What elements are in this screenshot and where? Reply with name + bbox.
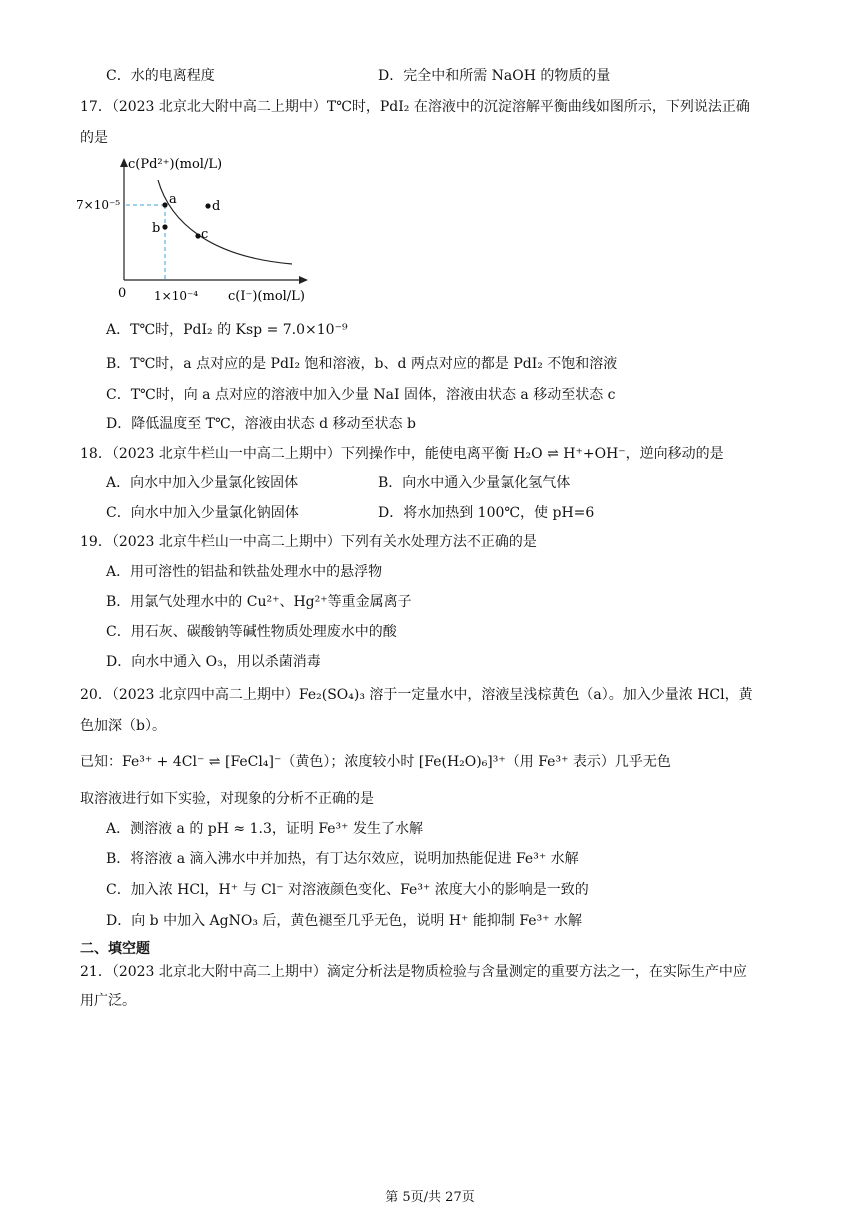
- label-a: a: [169, 192, 177, 207]
- q16-option-c: C．水的电离程度: [106, 68, 215, 84]
- q19-option-d: D．向水中通入 O₃，用以杀菌消毒: [106, 654, 321, 670]
- point-a: [162, 202, 167, 207]
- page-footer: 第 5页/共 27页: [385, 1190, 475, 1205]
- q17-option-c: C．T℃时，向 a 点对应的溶液中加入少量 NaI 固体，溶液由状态 a 移动至状态 c: [106, 387, 616, 403]
- q20-option-c: C．加入浓 HCl，H⁺ 与 Cl⁻ 对溶液颜色变化、Fe³⁺ 浓度大小的影响是一致的: [106, 882, 589, 898]
- q20-stem-line1: 20．（2023 北京四中高二上期中）Fe₂(SO₄)₃ 溶于一定量水中，溶液呈浅棕黄色（a）。加入少量浓 HCl，黄: [80, 687, 753, 703]
- q18-option-c: C．向水中加入少量氯化钠固体: [106, 505, 299, 521]
- q18-option-a: A．向水中加入少量氯化铵固体: [106, 475, 299, 491]
- y-axis-label: c(Pd²⁺)(mol/L): [128, 157, 223, 172]
- q21-stem-line2: 用广泛。: [80, 993, 136, 1009]
- q20-known: 已知：Fe³⁺ + 4Cl⁻ ⇌ [FeCl₄]⁻（黄色）；浓度较小时 [Fe(H₂O)₆]³⁺（用 Fe³⁺ 表示）几乎无色: [80, 754, 671, 770]
- q20-option-d: D．向 b 中加入 AgNO₃ 后，黄色褪至几乎无色，说明 H⁺ 能抑制 Fe³⁺ 水解: [106, 913, 583, 929]
- origin-label: 0: [118, 286, 127, 301]
- point-c: [195, 233, 200, 238]
- label-b: b: [152, 221, 161, 236]
- section-title-fill-in: 二、填空题: [80, 941, 150, 957]
- q17-option-a: A．T℃时，PdI₂ 的 Ksp = 7.0×10⁻⁹: [106, 322, 348, 338]
- y-axis-arrow: [120, 158, 128, 167]
- x-axis-arrow: [299, 276, 308, 284]
- equilibrium-curve: [158, 180, 292, 264]
- label-d: d: [212, 199, 221, 214]
- q17-stem-line1: 17．（2023 北京北大附中高二上期中）T℃时，PdI₂ 在溶液中的沉淀溶解平衡曲线如图所示，下列说法正确: [80, 99, 750, 115]
- q19-option-b: B．用氯气处理水中的 Cu²⁺、Hg²⁺等重金属离子: [106, 594, 412, 610]
- q17-stem-line2: 的是: [80, 130, 108, 146]
- q18-option-b: B．向水中通入少量氯化氢气体: [378, 475, 571, 491]
- q18-option-d: D．将水加热到 100℃，使 pH=6: [378, 505, 595, 521]
- point-d: [205, 203, 210, 208]
- q17-option-b: B．T℃时，a 点对应的是 PdI₂ 饱和溶液，b、d 两点对应的都是 PdI₂ 不饱和溶液: [106, 356, 618, 372]
- q19-option-a: A．用可溶性的铝盐和铁盐处理水中的悬浮物: [106, 564, 383, 580]
- q19-option-c: C．用石灰、碳酸钠等碱性物质处理废水中的酸: [106, 624, 397, 640]
- q17-option-d: D．降低温度至 T℃，溶液由状态 d 移动至状态 b: [106, 416, 416, 432]
- q19-stem: 19．（2023 北京牛栏山一中高二上期中）下列有关水处理方法不正确的是: [80, 534, 537, 550]
- q21-stem-line1: 21．（2023 北京北大附中高二上期中）滴定分析法是物质检验与含量测定的重要方法之一，在实际生产中应: [80, 964, 747, 980]
- x-axis-label: c(I⁻)(mol/L): [228, 289, 305, 304]
- point-b: [162, 224, 167, 229]
- y-tick-label: 7×10⁻⁵: [76, 198, 121, 212]
- q16-option-d: D．完全中和所需 NaOH 的物质的量: [378, 68, 611, 84]
- x-tick-label: 1×10⁻⁴: [154, 289, 199, 303]
- q20-option-a: A．测溶液 a 的 pH ≈ 1.3，证明 Fe³⁺ 发生了水解: [106, 821, 424, 837]
- q17-solubility-graph: [70, 152, 330, 307]
- q20-option-b: B．将溶液 a 滴入沸水中并加热，有丁达尔效应，说明加热能促进 Fe³⁺ 水解: [106, 851, 579, 867]
- label-c: c: [201, 227, 209, 242]
- q20-task: 取溶液进行如下实验，对现象的分析不正确的是: [80, 791, 374, 807]
- q18-stem: 18．（2023 北京牛栏山一中高二上期中）下列操作中，能使电离平衡 H₂O ⇌ H⁺+OH⁻，逆向移动的是: [80, 446, 724, 462]
- q20-stem-line2: 色加深（b）。: [80, 718, 166, 734]
